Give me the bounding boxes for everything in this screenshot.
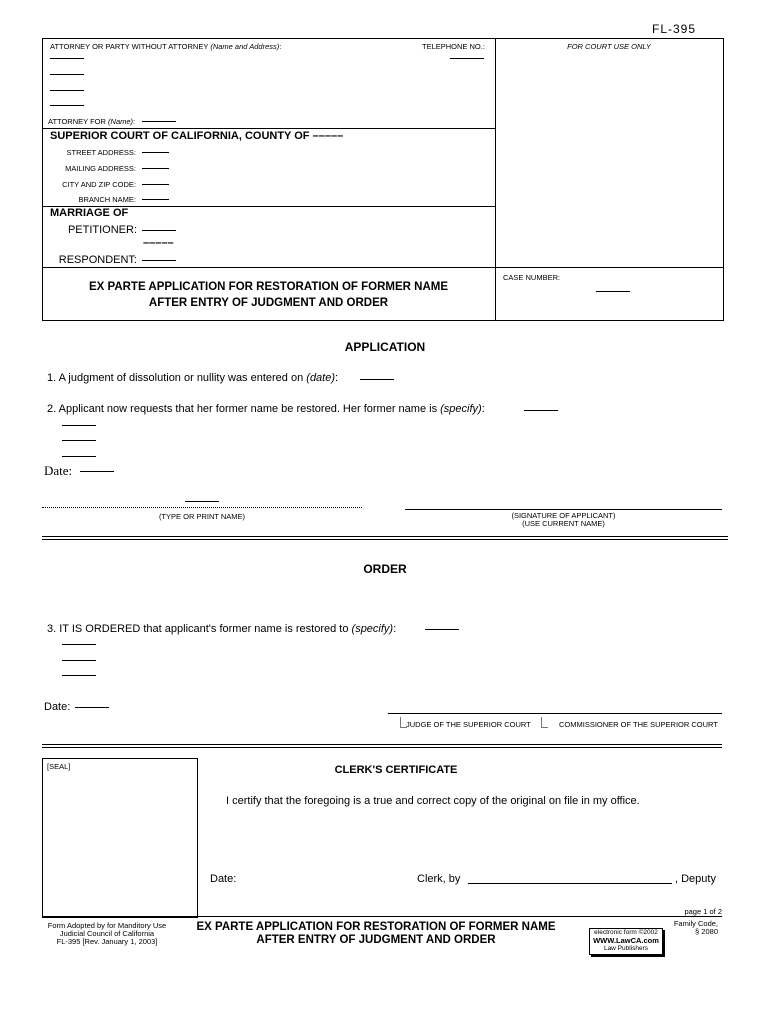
page-number: page 1 of 2 xyxy=(684,907,722,916)
footer-title: EX PARTE APPLICATION FOR RESTORATION OF FORMER NAME AFTER ENTRY OF JUDGMENT AND ORDER xyxy=(196,921,556,946)
telephone-field[interactable] xyxy=(450,58,484,59)
application-heading: APPLICATION xyxy=(344,340,426,354)
former-name-line-4[interactable] xyxy=(62,456,96,457)
application-date-label: Date: xyxy=(44,463,73,478)
lawca-badge: electronic form ©2002 WWW.LawCA.com Law Publishers xyxy=(589,928,663,955)
street-address-label: STREET ADDRESS: xyxy=(66,148,136,157)
attorney-for-field[interactable] xyxy=(142,121,176,122)
petitioner-field[interactable] xyxy=(142,230,176,231)
item-3: 3. IT IS ORDERED that applicant's former name is restored to (specify): xyxy=(47,623,397,635)
order-heading: ORDER xyxy=(363,562,407,576)
restored-name-line-4[interactable] xyxy=(62,675,96,676)
petitioner-dashes: ––––– xyxy=(143,237,174,249)
form-adopted-info: Form Adopted by for Manditory Use Judicial Council of California FL-395 [Rev. January 1, 2003] xyxy=(47,921,167,946)
order-date-field[interactable] xyxy=(75,707,109,708)
attorney-label: ATTORNEY OR PARTY WITHOUT ATTORNEY (Name and Address): xyxy=(50,42,282,51)
attorney-for-label: ATTORNEY FOR (Name): xyxy=(48,117,136,126)
case-number-label: CASE NUMBER: xyxy=(503,273,561,282)
certify-text: I certify that the foregoing is a true and correct copy of the original on file in my office. xyxy=(226,795,640,807)
restored-name-field[interactable] xyxy=(425,629,459,630)
telephone-label: TELEPHONE NO.: xyxy=(422,42,485,51)
form-number: FL-395 xyxy=(652,22,697,36)
clerk-date-label: Date: xyxy=(210,873,237,885)
deputy-label: , Deputy xyxy=(675,873,716,885)
city-zip-label: CITY AND ZIP CODE: xyxy=(62,180,136,189)
seal-label: [SEAL] xyxy=(47,762,71,771)
signature-label: (SIGNATURE OF APPLICANT) (USE CURRENT NAME) xyxy=(511,511,616,528)
restored-name-line-3[interactable] xyxy=(62,660,96,661)
attorney-address-field-2[interactable] xyxy=(50,90,84,91)
attorney-address-field-3[interactable] xyxy=(50,105,84,106)
court-use-label: FOR COURT USE ONLY xyxy=(567,42,651,51)
court-title: SUPERIOR COURT OF CALIFORNIA, COUNTY OF ––––– xyxy=(50,130,344,142)
clerk-signature-field[interactable] xyxy=(468,883,672,884)
case-number-field[interactable] xyxy=(596,291,630,292)
order-date-label: Date: xyxy=(44,701,71,713)
clerk-by-label: Clerk, by xyxy=(417,873,461,885)
attorney-name-field[interactable] xyxy=(50,58,84,59)
form-title: EX PARTE APPLICATION FOR RESTORATION OF FORMER NAME AFTER ENTRY OF JUDGMENT AND ORDER xyxy=(88,281,449,309)
respondent-label: RESPONDENT: xyxy=(58,254,137,266)
item-1: 1. A judgment of dissolution or nullity was entered on (date): xyxy=(47,372,339,384)
judge-label: JUDGE OF THE SUPERIOR COURT xyxy=(406,720,531,729)
mailing-address-field[interactable] xyxy=(142,168,169,169)
petitioner-label: PETITIONER: xyxy=(67,224,137,236)
street-address-field[interactable] xyxy=(142,152,169,153)
commissioner-label: COMMISSIONER OF THE SUPERIOR COURT xyxy=(559,720,718,729)
clerk-certificate-heading: CLERK'S CERTIFICATE xyxy=(334,764,458,776)
marriage-of-label: MARRIAGE OF xyxy=(50,207,129,219)
commissioner-checkbox[interactable] xyxy=(541,717,548,728)
printed-name-field[interactable] xyxy=(185,501,219,502)
seal-box xyxy=(42,758,198,918)
application-date-field[interactable] xyxy=(80,471,114,472)
type-print-name-label: (TYPE OR PRINT NAME) xyxy=(158,512,246,521)
family-code-ref: Family Code, § 2080 xyxy=(673,919,718,936)
judge-signature-line[interactable] xyxy=(388,713,722,714)
restored-name-line-2[interactable] xyxy=(62,644,96,645)
branch-name-field[interactable] xyxy=(142,199,169,200)
branch-name-label: BRANCH NAME: xyxy=(78,195,136,204)
applicant-signature-line[interactable] xyxy=(405,509,722,510)
former-name-field[interactable] xyxy=(524,410,558,411)
item-2: 2. Applicant now requests that her former name be restored. Her former name is (specify): xyxy=(47,403,485,415)
judgment-date-field[interactable] xyxy=(360,379,394,380)
city-zip-field[interactable] xyxy=(142,184,169,185)
respondent-field[interactable] xyxy=(142,260,176,261)
mailing-address-label: MAILING ADDRESS: xyxy=(65,164,136,173)
attorney-address-field-1[interactable] xyxy=(50,74,84,75)
former-name-line-3[interactable] xyxy=(62,440,96,441)
former-name-line-2[interactable] xyxy=(62,425,96,426)
